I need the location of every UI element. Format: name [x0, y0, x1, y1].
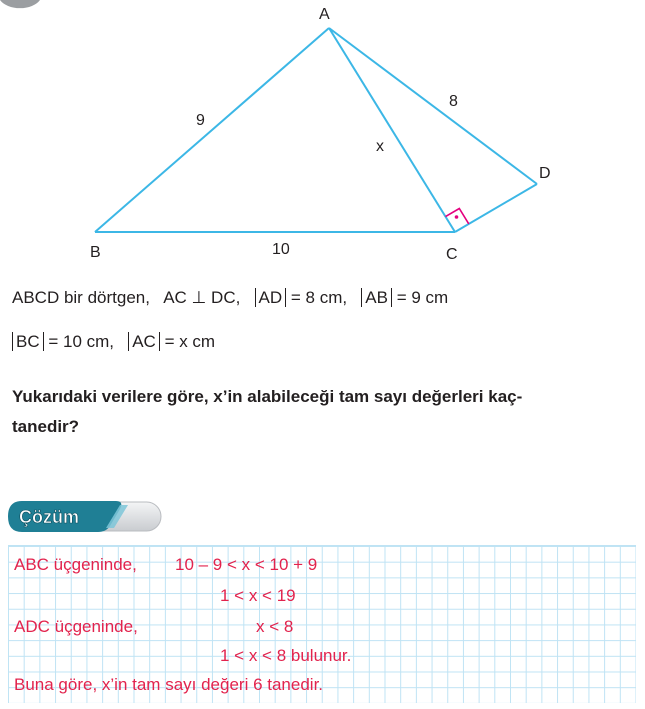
ac-value: = x cm	[164, 332, 216, 351]
vertex-label-d: D	[539, 165, 551, 182]
side-label-ad: 8	[449, 93, 458, 110]
vertex-label-a: A	[319, 6, 330, 23]
ab-value: = 9 cm	[396, 288, 449, 307]
segment-ac	[329, 28, 455, 232]
side-label-bc: 10	[272, 241, 290, 258]
vertex-label-c: C	[446, 246, 458, 263]
given-perpendicular: AC ⊥ DC,	[163, 288, 241, 307]
given-line-2	[12, 332, 215, 352]
ad-value: = 8 cm,	[290, 288, 348, 307]
solution-line-1-expr: 10 – 9 < x < 10 + 9	[175, 555, 318, 574]
side-label-ac: x	[376, 138, 384, 155]
solution-line-1-label: ABC üçgeninde,	[14, 555, 137, 574]
quadrilateral-figure	[0, 0, 645, 270]
solution-title: Çözüm	[19, 507, 79, 527]
abs-ac: AC	[128, 332, 160, 351]
bc-value: = 10 cm,	[48, 332, 115, 351]
solution-line-2-expr: 1 < x < 19	[220, 586, 296, 605]
segment-dc	[455, 184, 537, 232]
segment-ab	[95, 28, 329, 232]
abs-bc: BC	[12, 332, 44, 351]
question-line-1: Yukarıdaki verilere göre, x’in alabileceği tam sayı değerleri kaç-	[12, 387, 523, 406]
side-label-ab: 9	[196, 112, 205, 129]
solution-line-3-expr: x < 8	[256, 617, 294, 636]
vertex-label-b: B	[90, 244, 101, 261]
given-line-1	[12, 288, 448, 308]
segment-ad	[329, 28, 537, 184]
solution-badge	[8, 500, 162, 533]
corner-decoration	[0, 0, 40, 8]
abs-ad: AD	[255, 288, 287, 307]
solution-conclusion: Buna göre, x’in tam sayı değeri 6 tanedir.	[14, 675, 324, 694]
solution-line-3-label: ADC üçgeninde,	[14, 617, 138, 636]
given-quadrilateral: ABCD bir dörtgen,	[12, 288, 150, 307]
abs-ab: AB	[361, 288, 392, 307]
solution-grid	[8, 545, 636, 703]
solution-line-4-expr: 1 < x < 8 bulunur.	[220, 646, 352, 665]
question-line-2: tanedir?	[12, 417, 80, 436]
